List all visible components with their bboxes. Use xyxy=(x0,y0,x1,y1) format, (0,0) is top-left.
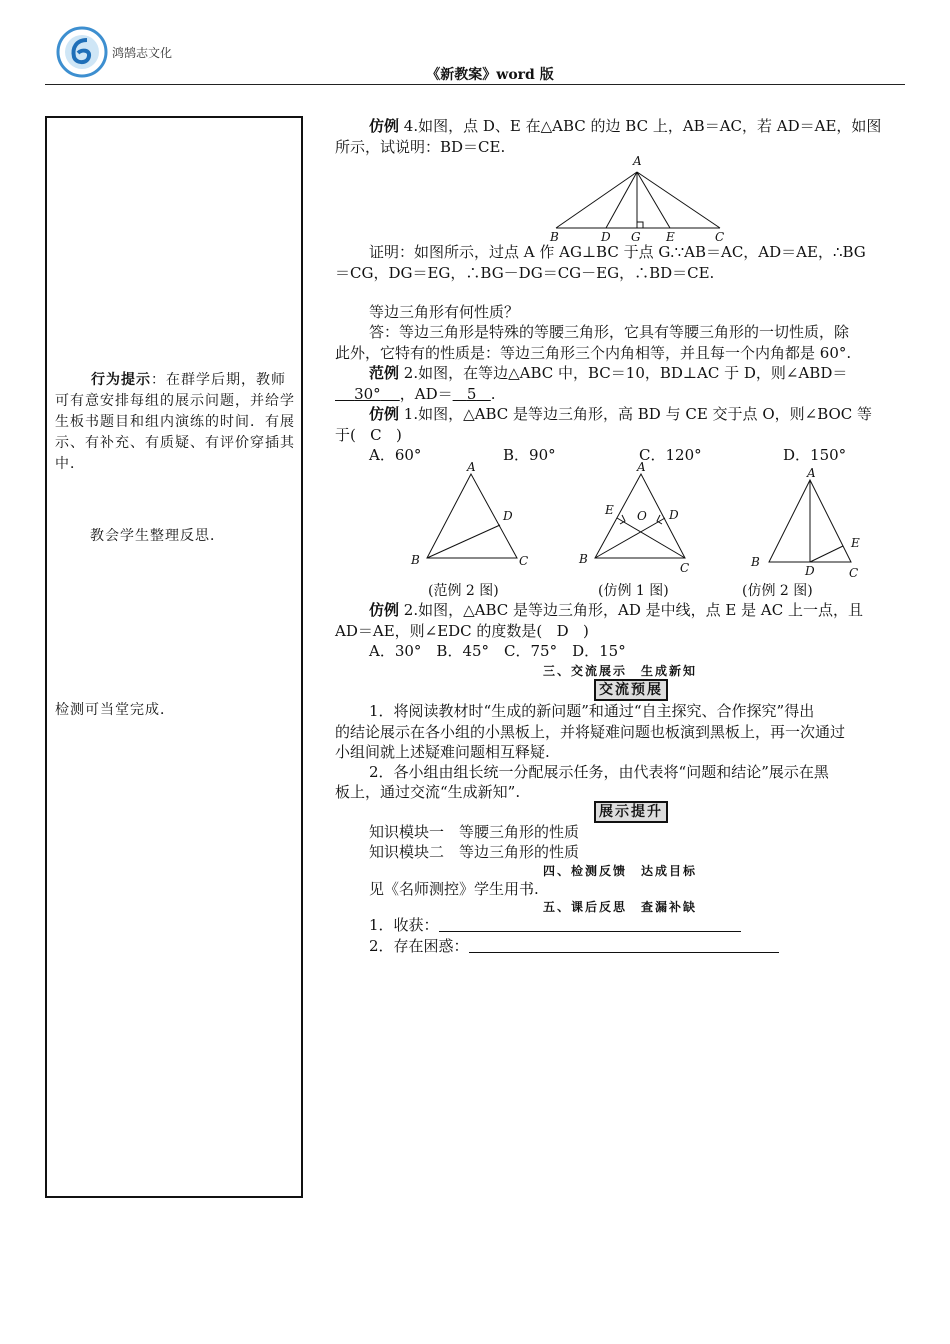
fang1-option-b: B．90° xyxy=(503,446,556,464)
fang2-label-c: C xyxy=(849,566,859,580)
fang1-label-b: B xyxy=(579,552,588,566)
fan2-label-b: B xyxy=(411,553,420,567)
fang2-label: 仿例 xyxy=(369,601,400,619)
box-exchange-preview: 交流预展 xyxy=(594,679,668,701)
fang1-label-a: A xyxy=(637,462,646,474)
see-book: 见《名师测控》学生用书. xyxy=(369,880,539,898)
reflect-note: 教会学生整理反思． xyxy=(90,528,225,544)
label-a: A xyxy=(633,154,642,168)
answer-line2: 此外，它特有的性质是：等边三角形三个内角相等，并且每一个内角都是 60°. xyxy=(335,344,852,362)
label-e: E xyxy=(666,230,675,244)
ex4-label: 仿例 xyxy=(369,117,400,135)
caption-fang2: (仿例 2 图) xyxy=(742,583,813,599)
fang1-label-e: E xyxy=(605,503,614,517)
fang1-text: 1.如图，△ABC 是等边三角形，高 BD 与 CE 交于点 O，则∠BOC 等 xyxy=(399,405,873,423)
answer-line1: 答：等边三角形是特殊的等腰三角形，它具有等腰三角形的一切性质，除 xyxy=(369,323,850,341)
fang2-text: 2.如图，△ABC 是等边三角形，AD 是中线，点 E 是 AC 上一点，且 xyxy=(399,601,863,619)
fang1-option-d: D．150° xyxy=(783,446,847,464)
fang2-label-d: D xyxy=(805,564,815,578)
fan2-text: 2.如图，在等边△ABC 中，BC＝10，BD⊥AC 于 D，则∠ABD＝ xyxy=(399,364,848,382)
fan2-answer1 xyxy=(335,385,400,403)
fang1-option-c: C．120° xyxy=(639,446,702,464)
gain-blank[interactable] xyxy=(439,915,741,932)
fan2-ans2: 5 xyxy=(466,385,477,403)
hint-text: ：在群学后期，教师可有意安排每组的展示问题，并给学生板书题目和组内演练的时间．有展示、有补充、有质疑、有评价穿插其中． xyxy=(55,372,295,472)
fang1-line1 xyxy=(369,404,909,425)
proof-line2: ＝CG，DG＝EG，∴BG－DG＝CG－EG，∴BD＝CE. xyxy=(335,264,715,282)
ex4-line1 xyxy=(369,116,909,137)
fang1-label-o: O xyxy=(637,509,647,523)
seg-ab xyxy=(556,172,637,228)
fang1-label: 仿例 xyxy=(369,405,400,423)
ex4-text1: 4.如图，点 D、E 在△ABC 的边 BC 上，AB＝AC，若 AD＝AE，如图 xyxy=(399,117,882,135)
section4-heading: 四、检测反馈 达成目标 xyxy=(542,864,697,878)
fang1-label-c: C xyxy=(680,561,690,574)
fang2-paren-close: ) xyxy=(582,622,589,640)
ex4-line2: 所示，试说明：BD＝CE. xyxy=(335,138,506,156)
fang2-options: A．30° B．45° C．75° D．15° xyxy=(369,642,626,660)
behavior-hint xyxy=(55,370,295,475)
fan2-mid: ，AD＝ xyxy=(399,385,453,403)
fang1-figure xyxy=(575,462,705,574)
right-angle-mark xyxy=(637,222,643,228)
fang2-label-a: A xyxy=(807,466,816,480)
seg-ac xyxy=(637,172,720,228)
hint-label: 行为提示 xyxy=(91,372,151,388)
seg-ae xyxy=(637,172,670,228)
fang1-answer: C xyxy=(370,426,382,444)
fan2-line2 xyxy=(335,384,905,405)
gain-line xyxy=(369,915,939,936)
caption-fan2: (范例 2 图) xyxy=(428,583,499,599)
knowledge-module-1: 知识模块一 等腰三角形的性质 xyxy=(369,823,580,841)
p1-line2: 的结论展示在各小组的小黑板上，并将疑难问题也板演到黑板上，再一次通过 xyxy=(335,723,846,741)
fan2-end: . xyxy=(490,385,496,403)
proof-line1: 证明：如图所示，过点 A 作 AG⊥BC 于点 G.∵AB＝AC，AD＝AE，∴BG xyxy=(369,243,866,261)
seg-bd xyxy=(427,525,500,558)
check-note: 检测可当堂完成． xyxy=(55,702,175,718)
fang1-option-a: A．60° xyxy=(369,446,422,464)
fang1-label-d: D xyxy=(669,508,679,522)
label-b: B xyxy=(550,230,559,244)
p1-line3: 小组间就上述疑难问题相互释疑. xyxy=(335,743,550,761)
label-d: D xyxy=(601,230,611,244)
fan2-label-d: D xyxy=(503,509,513,523)
gain-label: 1．收获： xyxy=(369,916,439,934)
seg-de xyxy=(810,546,843,562)
fang2-answer: D xyxy=(556,622,569,640)
fang1-paren-close: ) xyxy=(395,426,402,444)
question-line: 等边三角形有何性质？ xyxy=(369,303,520,321)
fang1-line2 xyxy=(335,425,905,446)
p2-line1: 2．各小组由组长统一分配展示任务，由代表将“问题和结论”展示在黑 xyxy=(369,763,829,781)
fang2-line2 xyxy=(335,621,905,642)
fang2-label-b: B xyxy=(751,555,760,569)
fan2-line1 xyxy=(369,363,909,384)
fan2-label-c: C xyxy=(519,554,529,568)
fang2-figure xyxy=(745,462,875,580)
page-title: 《新教案》word 版 xyxy=(426,67,554,83)
fang2-stem: AD＝AE，则∠EDC 的度数是( xyxy=(335,622,543,640)
p1-line1: 1．将阅读教材时“生成的新问题”和通过“自主探究、合作探究”得出 xyxy=(369,702,815,720)
confuse-line xyxy=(369,936,939,957)
label-g: G xyxy=(631,230,641,244)
fang2-label-e: E xyxy=(851,536,860,550)
section5-heading: 五、课后反思 查漏补缺 xyxy=(542,900,697,914)
p2-line2: 板上，通过交流“生成新知”. xyxy=(335,783,521,801)
fan2-label: 范例 xyxy=(369,364,400,382)
confuse-label: 2．存在困惑： xyxy=(369,937,469,955)
box-show-improve: 展示提升 xyxy=(594,801,668,823)
fang1-paren-open: 于( xyxy=(335,426,356,444)
sidebar-box xyxy=(45,116,303,1198)
fan2-figure xyxy=(405,462,535,574)
confuse-blank[interactable] xyxy=(469,936,779,953)
fan2-answer2 xyxy=(453,385,491,403)
header-rule xyxy=(45,84,905,85)
knowledge-module-2: 知识模块二 等边三角形的性质 xyxy=(369,843,580,861)
fan2-ans1: 30° xyxy=(354,385,381,403)
fang2-line1 xyxy=(369,600,909,621)
fan2-label-a: A xyxy=(467,462,476,474)
ex4-figure xyxy=(540,152,740,246)
seg-ad xyxy=(606,172,637,228)
logo-text: 鸿鹄志文化 xyxy=(112,46,173,60)
label-c: C xyxy=(715,230,725,244)
caption-fang1: (仿例 1 图) xyxy=(598,583,669,599)
section3-heading: 三、交流展示 生成新知 xyxy=(542,664,697,678)
